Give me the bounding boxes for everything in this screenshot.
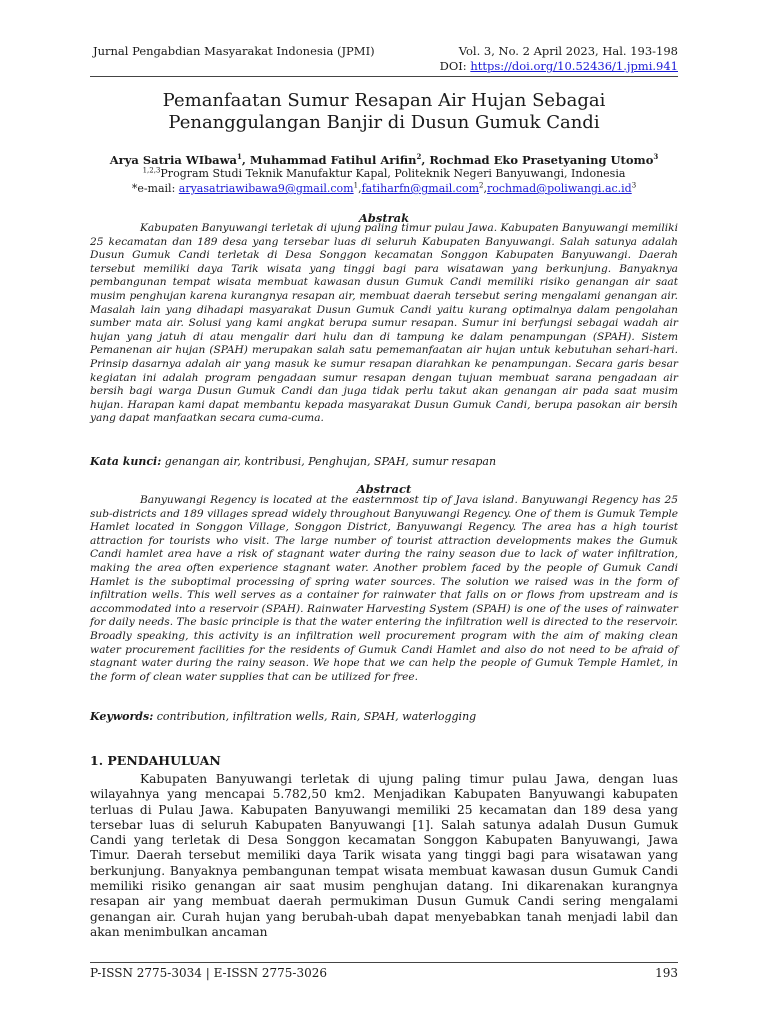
abstract-text: Banyuwangi Regency is located at the easternmost tip of Java island. Banyuwangi Regency has 25 sub-districts and 189 villages spread widely throughout Banyuwangi Regency. One of them is Gumuk Temple Hamlet located in Songgon Village, Songgon District, Banyuwangi Regency. The area has a high tourist attraction for tourists who visit. The large number of tourist attraction developments makes the Gumuk Candi hamlet area have a risk of stagnant water during the rainy season due to lack of water infiltration, making the area often experience stagnant water. Another problem faced by the people of Gumuk Candi Hamlet is the suboptimal processing of spring water sources. The solution we raised was in the form of infiltration wells. This well serves as a container for rainwater that falls on or flows from upstream and is accommodated into a reservoir (SPAH). Rainwater Harvesting System (SPAH) is one of the uses of rainwater for daily needs. The basic principle is that the water entering the infiltration well is directed to the reservoir. Broadly speaking, this activity is an infiltration well procurement program with the aim of making clean water procurement facilities for the residents of Gumuk Candi Hamlet and also do not need to be afraid of stagnant water during the rainy season. We hope that we can help the people of Gumuk Temple Hamlet, in the form of clean water supplies that can be utilized for free. [90, 494, 678, 683]
affiliation [90, 167, 678, 181]
email-prefix: *e-mail: [131, 182, 179, 195]
email-line [90, 182, 678, 196]
author-name: Muhammad Fatihul Arifin [249, 153, 417, 167]
author-sup: 2 [416, 152, 422, 162]
doi-line [440, 59, 678, 74]
author-separator: , [241, 153, 250, 167]
author-separator: , [421, 153, 430, 167]
page-number: 193 [655, 966, 678, 980]
abstrak-heading: Abstrak [358, 211, 410, 225]
email-separator: , [483, 182, 487, 195]
paper-title: Pemanfaatan Sumur Resapan Air Hujan Sebagai Penanggulangan Banjir di Dusun Gumuk Candi [162, 90, 606, 133]
email-sup: 1 [353, 181, 359, 190]
volume-issue: Vol. 3, No. 2 April 2023, Hal. 193-198 [458, 44, 678, 58]
affiliation-text: Program Studi Teknik Manufaktur Kapal, Politeknik Negeri Banyuwangi, Indonesia [160, 167, 626, 180]
footer-divider [90, 962, 678, 963]
header-divider [90, 76, 678, 77]
email-link[interactable]: aryasatriawibawa9@gmail.com [178, 182, 354, 195]
kata-kunci [90, 455, 678, 469]
section-heading: 1. PENDAHULUAN [90, 753, 221, 768]
affiliation-sup: 1,2,3 [142, 166, 161, 175]
keywords-label: Keywords: [90, 710, 154, 723]
author-name: Rochmad Eko Prasetyaning Utomo [429, 153, 654, 167]
email-sup: 2 [479, 181, 484, 190]
keywords [90, 710, 678, 724]
abstrak-text: Kabupaten Banyuwangi terletak di ujung paling timur pulau Jawa. Kabupaten Banyuwangi memiliki 25 kecamatan dan 189 desa yang tersebar luas di seluruh Kabupaten Banyuwangi. Salah satunya adalah Dusun Gumuk Candi terletak di Desa Songgon kecamatan Songgon Kabupaten Banyuwangi. Daerah tersebut memiliki daya Tarik wisata yang tinggi bagi para wisatawan yang berkunjung. Banyaknya pembangunan tempat wisata membuat kawasan dusun Gumuk Candi memiliki risiko genangan air saat musim penghujan karena kurangnya resapan air, membuat daerah tersebut sering mengalami genangan air. Masalah lain yang dihadapi masyarakat Dusun Gumuk Candi yaitu kurang optimalnya dalam pengolahan sumber mata air. Solusi yang kami angkat berupa sumur resapan. Sumur ini berfungsi sebagai wadah air hujan yang jatuh di atau mengalir dari hulu dan di tampung ke dalam penampungan (SPAH). Sistem Pemanenan air hujan (SPAH) merupakan salah satu pememanfaatan air hujan untuk kebutuhan sehari-hari. Prinsip dasarnya adalah air yang masuk ke sumur resapan diarahkan ke penampungan. Secara garis besar kegiatan ini adalah program pengadaan sumur resapan dengan tujuan membuat sarana pengadaan air bersih bagi warga Dusun Gumuk Candi dan juga tidak perlu takut akan genangan air pada saat musim hujan. Harapan kami dapat membantu kepada masyarakat Dusun Gumuk Candi, berupa pasokan air bersih yang dapat manfaatkan secara cuma-cuma. [90, 222, 678, 425]
doi-label: DOI: [439, 59, 471, 73]
author-sup: 1 [236, 152, 242, 162]
author-list [90, 153, 678, 168]
email-separator: , [358, 182, 362, 195]
issn-info: P-ISSN 2775-3034 | E-ISSN 2775-3026 [90, 966, 328, 980]
doi-link[interactable]: https://doi.org/10.52436/1.jpmi.941 [470, 59, 678, 73]
author-name: Arya Satria WIbawa [109, 153, 237, 167]
email-link[interactable]: rochmad@poliwangi.ac.id [486, 182, 632, 195]
email-link[interactable]: fatiharfn@gmail.com [361, 182, 479, 195]
email-sup: 3 [631, 181, 637, 190]
abstract-heading: Abstract [356, 482, 412, 496]
journal-name: Jurnal Pengabdian Masyarakat Indonesia (JPMI) [93, 44, 375, 58]
author-sup: 3 [653, 152, 659, 162]
keywords-text: contribution, infiltration wells, Rain, SPAH, waterlogging [153, 710, 477, 723]
section-body-text: Kabupaten Banyuwangi terletak di ujung paling timur pulau Jawa, dengan luas wilayahnya yang mencapai 5.782,50 km2. Menjadikan Kabupaten Banyuwangi kabupaten terluas di Pulau Jawa. Kabupaten Banyuwangi memiliki 25 kecamatan dan 189 desa yang tersebar luas di seluruh Kabupaten Banyuwangi [1]. Salah satunya adalah Dusun Gumuk Candi yang terletak di Desa Songgon kecamatan Songgon Kabupaten Banyuwangi, Jawa Timur. Daerah tersebut memiliki daya Tarik wisata yang tinggi bagi para wisatawan yang berkunjung. Banyaknya pembangunan tempat wisata membuat kawasan dusun Gumuk Candi memiliki risiko genangan air saat musim penghujan datang. Ini dikarenakan kurangnya resapan air yang membuat daerah permukiman Dusun Gumuk Candi sering mengalami genangan air. Curah hujan yang berubah-ubah dapat menyebabkan tanah menjadi labil dan akan menimbulkan ancaman [90, 772, 678, 939]
volume-info [440, 44, 678, 74]
kata-kunci-label: Kata kunci: [90, 455, 162, 468]
kata-kunci-text: genangan air, kontribusi, Penghujan, SPAH, sumur resapan [161, 455, 497, 468]
